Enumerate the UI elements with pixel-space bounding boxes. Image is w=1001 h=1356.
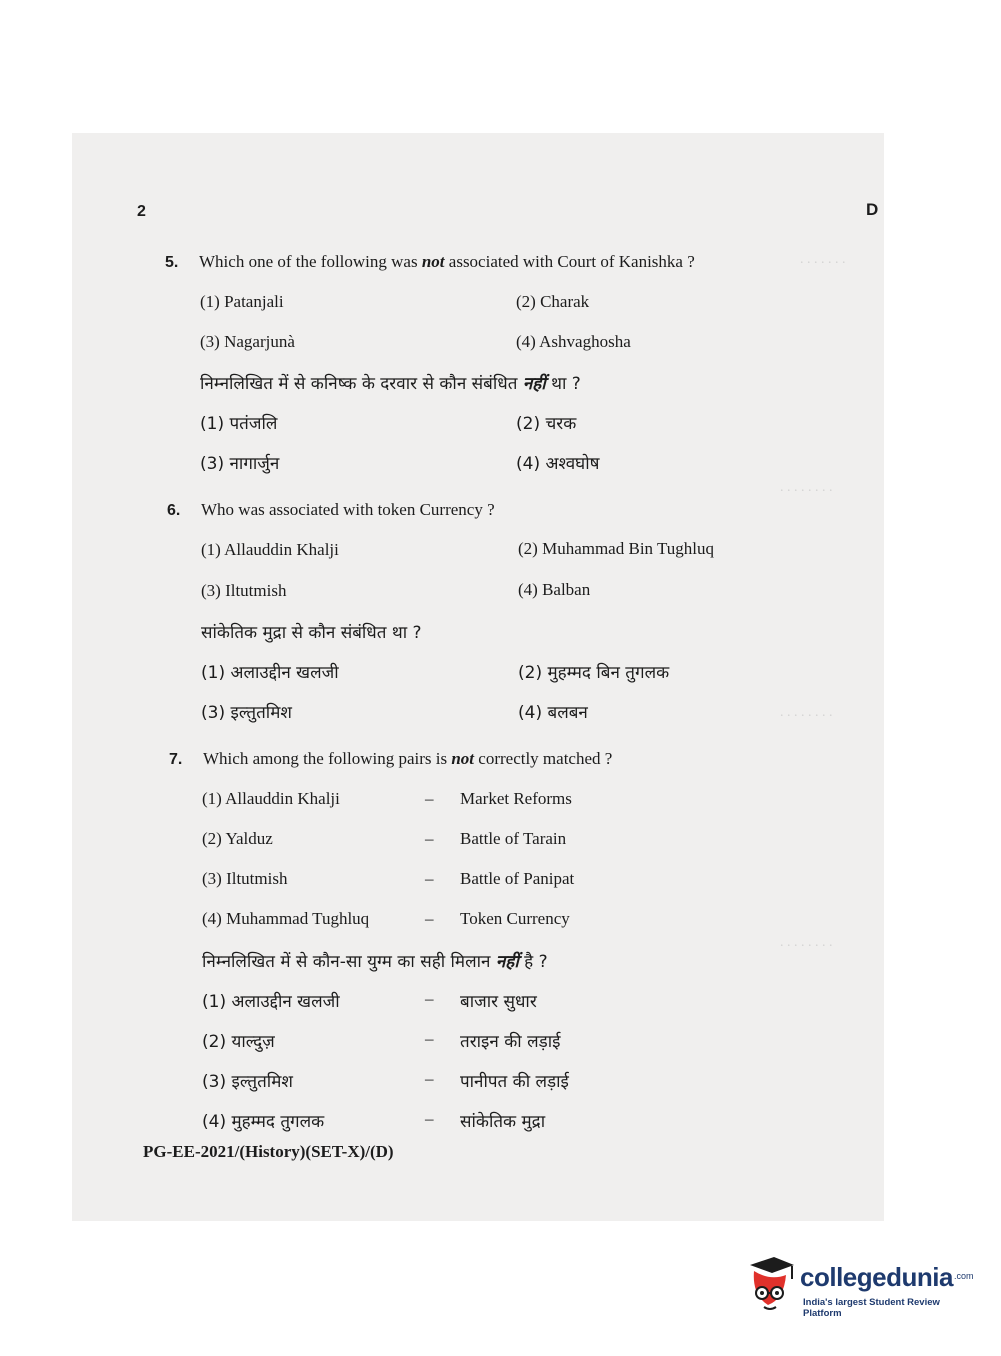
pair-dash: –	[425, 909, 434, 928]
logo-wordmark: collegedunia	[800, 1262, 953, 1292]
option-hindi: (1) पतंजलि	[200, 414, 278, 434]
question-text-hindi: निम्नलिखित में से कौन-सा युग्म का सही मिलान नहीं है ?	[202, 952, 548, 972]
pair-right-hindi: तराइन की लड़ाई	[460, 1032, 561, 1052]
option-hindi: (3) नागार्जुन	[200, 454, 280, 474]
pair-left: (2) Yalduz	[202, 829, 273, 848]
bleed-through-text: . . . . . . .	[800, 252, 846, 267]
question-text: Which among the following pairs is not correctly matched ?	[203, 749, 613, 768]
pair-right: Market Reforms	[460, 789, 572, 808]
page-number: 2	[137, 203, 146, 220]
pair-dash: –	[425, 1029, 434, 1048]
pair-left-hindi: (1) अलाउद्दीन खलजी	[202, 992, 340, 1012]
pair-left: (1) Allauddin Khalji	[202, 789, 340, 808]
option-hindi: (4) अश्वघोष	[516, 454, 600, 474]
pair-right: Token Currency	[460, 909, 570, 928]
set-code: D	[866, 200, 879, 219]
option: (1) Allauddin Khalji	[201, 540, 339, 559]
pair-dash: –	[425, 989, 434, 1008]
collegedunia-logo[interactable]	[740, 1249, 974, 1323]
option-hindi: (2) मुहम्मद बिन तुगलक	[518, 663, 670, 683]
question-text: Who was associated with token Currency ?	[201, 500, 495, 519]
pair-left: (3) Iltutmish	[202, 869, 288, 888]
pair-left-hindi: (3) इल्तुतमिश	[202, 1072, 293, 1092]
exam-page-sheet	[72, 133, 884, 1221]
option: (2) Charak	[516, 292, 590, 311]
pair-right-hindi: बाजार सुधार	[460, 992, 537, 1012]
bleed-through-text: . . . . . . . .	[780, 480, 833, 495]
pair-right: Battle of Panipat	[460, 869, 575, 888]
question-number: 7.	[169, 751, 183, 768]
option: (1) Patanjali	[200, 292, 284, 311]
pair-right-hindi: पानीपत की लड़ाई	[460, 1072, 569, 1092]
pair-right: Battle of Tarain	[460, 829, 567, 848]
option: (3) Iltutmish	[201, 581, 287, 600]
bleed-through-text: . . . . . . . .	[780, 705, 833, 720]
question-text-hindi: निम्नलिखित में से कनिष्क के दरवार से कौन संबंधित नहीं था ?	[200, 374, 581, 394]
question-number: 5.	[165, 254, 179, 271]
question-text: Which one of the following was not associated with Court of Kanishka ?	[199, 252, 695, 271]
logo-dotcom: .com	[954, 1271, 974, 1281]
question-number: 6.	[167, 502, 181, 519]
question-text-hindi: सांकेतिक मुद्रा से कौन संबंधित था ?	[201, 623, 422, 643]
paper-code-footer: PG-EE-2021/(History)(SET-X)/(D)	[143, 1142, 394, 1161]
option-hindi: (1) अलाउद्दीन खलजी	[201, 663, 339, 683]
pair-dash: –	[425, 1069, 434, 1088]
bleed-through-text: . . . . . . . .	[780, 935, 833, 950]
pair-dash: –	[425, 829, 434, 848]
pair-dash: –	[425, 1109, 434, 1128]
option: (4) Balban	[518, 580, 591, 599]
pair-left: (4) Muhammad Tughluq	[202, 909, 370, 928]
pair-dash: –	[425, 789, 434, 808]
option-hindi: (2) चरक	[516, 414, 577, 434]
pair-left-hindi: (2) याल्दुज़	[202, 1032, 275, 1052]
option-hindi: (4) बलबन	[518, 703, 588, 723]
option: (4) Ashvaghosha	[516, 332, 631, 351]
option: (3) Nagarjunà	[200, 332, 295, 351]
option-hindi: (3) इल्तुतमिश	[201, 703, 292, 723]
pair-left-hindi: (4) मुहम्मद तुगलक	[202, 1112, 325, 1132]
option: (2) Muhammad Bin Tughluq	[518, 539, 714, 558]
graduate-mascot-icon	[744, 1255, 796, 1315]
pair-right-hindi: सांकेतिक मुद्रा	[460, 1112, 546, 1132]
logo-tagline: India's largest Student Review Platform	[803, 1297, 940, 1319]
pair-dash: –	[425, 869, 434, 888]
